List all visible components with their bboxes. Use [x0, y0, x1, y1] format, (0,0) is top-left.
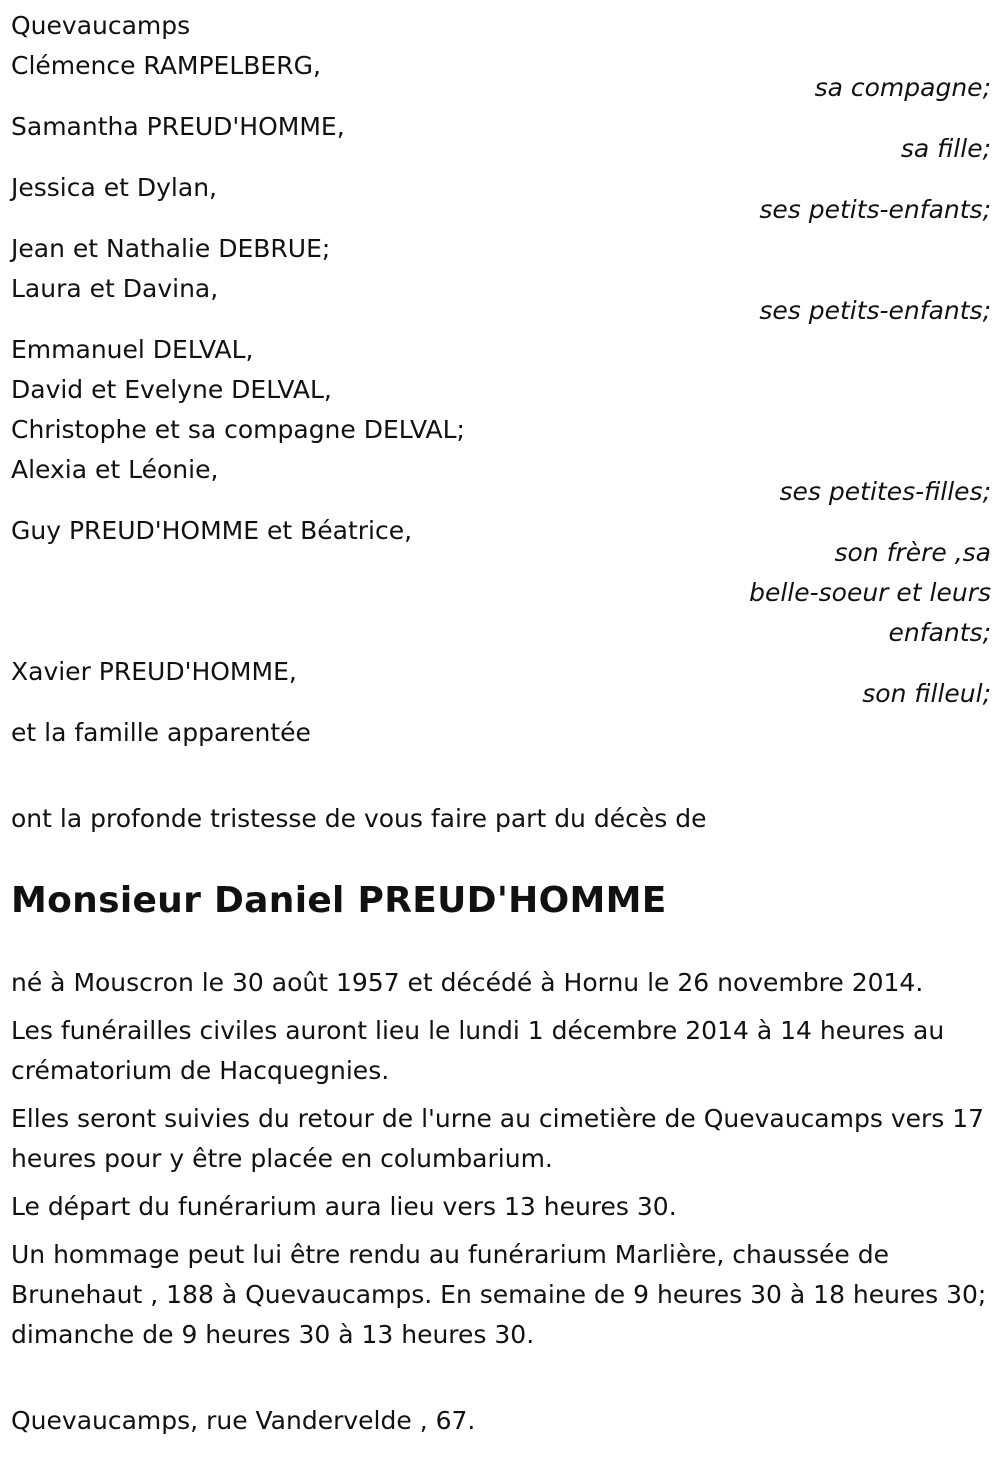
death-notice — [11, 6, 991, 1441]
family-group — [11, 168, 991, 230]
family-member: Christophe et sa compagne DELVAL; — [11, 415, 465, 444]
family-group — [11, 652, 991, 714]
family-relation: sa compagne; — [814, 73, 991, 102]
family-relation-line: belle-soeur et leurs — [749, 578, 991, 607]
urn-paragraph: Elles seront suivies du retour de l'urne au cimetière de Quevaucamps vers 17 heures pour y être placée en columbarium. — [11, 1104, 985, 1173]
birth-death-paragraph: né à Mouscron le 30 août 1957 et décédé à Hornu le 26 novembre 2014. — [11, 968, 924, 997]
family-member: Guy PREUD'HOMME et Béatrice, — [11, 516, 413, 545]
family-relation-line: enfants; — [888, 618, 991, 647]
funeral-paragraph: Les funérailles civiles auront lieu le lundi 1 décembre 2014 à 14 heures au crématorium de Hacquegnies. — [11, 1016, 945, 1085]
announcement-text: ont la profonde tristesse de vous faire part du décès de — [11, 804, 707, 833]
family-closing: et la famille apparentée — [11, 718, 311, 747]
family-member: Clémence RAMPELBERG, — [11, 51, 321, 80]
family-relation: ses petits-enfants; — [759, 296, 991, 325]
address: Quevaucamps, rue Vandervelde , 67. — [11, 1406, 476, 1435]
family-group — [11, 229, 991, 331]
family-group — [11, 46, 991, 108]
family-member: Laura et Davina, — [11, 274, 219, 303]
family-group — [11, 511, 991, 653]
family-member: Jean et Nathalie DEBRUE; — [11, 234, 331, 263]
departure-paragraph: Le départ du funérarium aura lieu vers 13 heures 30. — [11, 1192, 677, 1221]
family-member: Xavier PREUD'HOMME, — [11, 657, 297, 686]
family-group — [11, 330, 991, 512]
family-relation-line: son frère ,sa — [834, 538, 991, 567]
family-member: Samantha PREUD'HOMME, — [11, 112, 345, 141]
deceased-name: Monsieur Daniel PREUD'HOMME — [11, 880, 667, 921]
family-group — [11, 107, 991, 169]
family-member: Alexia et Léonie, — [11, 455, 219, 484]
header-place: Quevaucamps — [11, 11, 191, 40]
family-relation: ses petits-enfants; — [759, 195, 991, 224]
family-relation — [11, 533, 991, 653]
family-member: Emmanuel DELVAL, — [11, 335, 254, 364]
family-relation: son filleul; — [862, 679, 991, 708]
family-member: Jessica et Dylan, — [11, 173, 217, 202]
family-relation: sa fille; — [900, 134, 991, 163]
family-relation: ses petites-filles; — [779, 477, 991, 506]
family-member: David et Evelyne DELVAL, — [11, 375, 332, 404]
tribute-paragraph: Un hommage peut lui être rendu au funérarium Marlière, chaussée de Brunehaut , 188 à Quevaucamps. En semaine de 9 heures 30 à 18 heures 30; dimanche de 9 heures 30 à 13 heures 30. — [11, 1240, 987, 1349]
